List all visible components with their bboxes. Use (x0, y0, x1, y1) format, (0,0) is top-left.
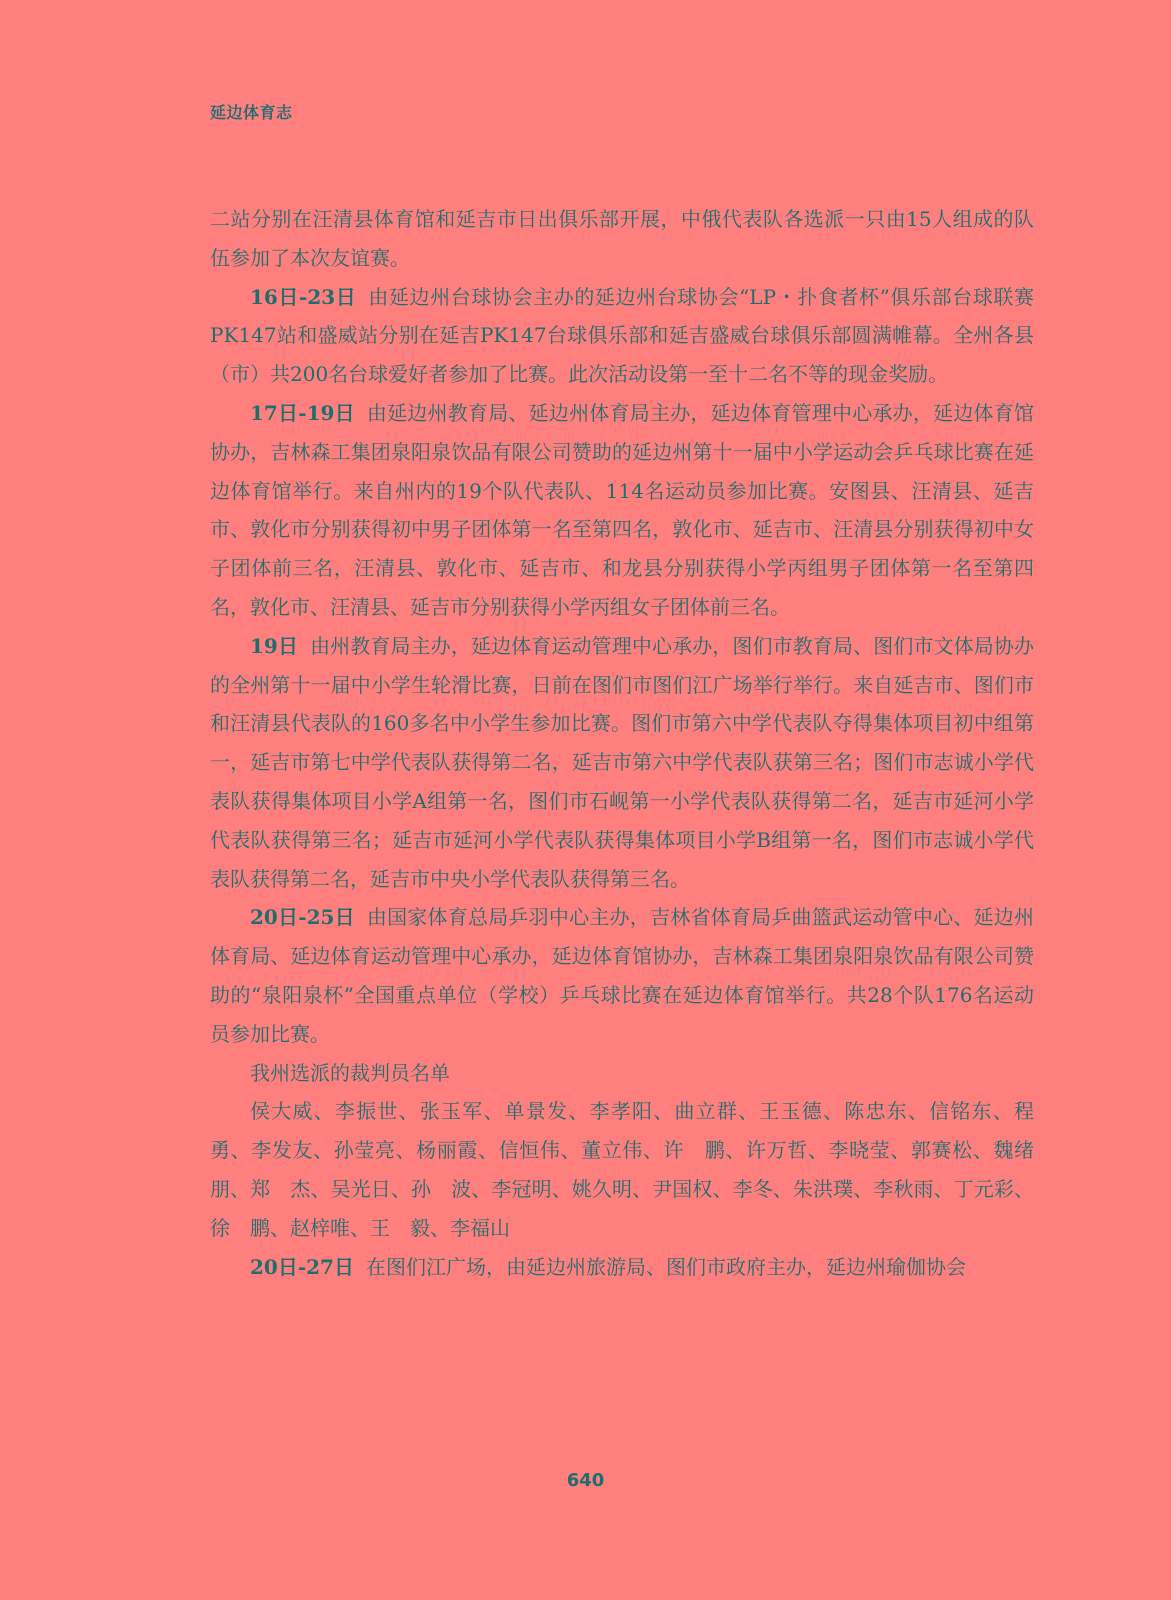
paragraph-date: 19日 (250, 633, 299, 658)
paragraph-date: 20日-27日 (250, 1254, 354, 1279)
body-text (210, 200, 1054, 1286)
paragraph-0 (210, 200, 1034, 278)
paragraph-text: 由国家体育总局乒羽中心主办，吉林省体育局乒曲篮武运动管中心、延边州体育局、延边体育运动管理中心承办，延边体育馆协办，吉林森工集团泉阳泉饮品有限公司赞助的“泉阳泉杯”全国重点单位（学校）乒乓球比赛在延边体育馆举行。共28个队176名运动员参加比赛。 (210, 905, 1034, 1046)
paragraph-text: 我州选派的裁判员名单 (250, 1060, 450, 1085)
paragraph-text: 在图们江广场，由延边州旅游局、图们市政府主办，延边州瑜伽协会 (365, 1254, 966, 1279)
paragraph-text: 二站分别在汪清县体育馆和延吉市日出俱乐部开展，中俄代表队各选派一只由15人组成的队伍参加了本次友谊赛。 (210, 207, 1034, 270)
paragraph-date: 20日-25日 (250, 905, 355, 930)
paragraph-text: 由延边州台球协会主办的延边州台球协会“LP・扑食者杯”俱乐部台球联赛PK147站和盛威站分别在延吉PK147台球俱乐部和延吉盛威台球俱乐部圆满帷幕。全州各县（市）共200名台球爱好者参加了比赛。此次活动设第一至十二名不等的现金奖励。 (210, 284, 1035, 387)
paragraph-4 (210, 898, 1034, 1053)
paragraph-2 (210, 394, 1034, 627)
paragraph-7 (210, 1248, 1034, 1287)
paragraph-5 (210, 1054, 1034, 1093)
page-number: 640 (566, 1470, 605, 1491)
paragraph-6 (210, 1092, 1054, 1247)
paragraph-text: 侯大威、李振世、张玉军、单景发、李孝阳、曲立群、王玉德、陈忠东、信铭东、程 勇、李发友、孙莹亮、杨丽霞、信恒伟、董立伟、许 鹏、许万哲、李晓莹、郭赛松、魏绪朋、郑 杰、吴光日、孙 波、李冠明、姚久明、尹国权、李冬、朱洪璞、李秋雨、丁元彩、徐 鹏、赵梓唯、王 毅、李福山 (210, 1099, 1054, 1240)
paragraph-text: 由延边州教育局、延边州体育局主办，延边体育管理中心承办，延边体育馆协办，吉林森工集团泉阳泉饮品有限公司赞助的延边州第十一届中小学运动会乒乓球比赛在延边体育馆举行。来自州内的19个队代表队、114名运动员参加比赛。安图县、汪清县、延吉市、敦化市分别获得初中男子团体第一名至第四名，敦化市、延吉市、汪清县分别获得初中女子团体前三名，汪清县、敦化市、延吉市、和龙县分别获得小学丙组男子团体第一名至第四名，敦化市、汪清县、延吉市分别获得小学丙组女子团体前三名。 (210, 400, 1034, 619)
paragraph-1 (210, 278, 1034, 394)
paragraph-date: 17日-19日 (250, 400, 355, 425)
paragraph-text: 由州教育局主办，延边体育运动管理中心承办，图们市教育局、图们市文体局协办的全州第十一届中小学生轮滑比赛，日前在图们市图们江广场举行举行。来自延吉市、图们市和汪清县代表队的160多名中小学生参加比赛。图们市第六中学代表队夺得集体项目初中组第一，延吉市第七中学代表队获得第二名，延吉市第六中学代表队获第三名；图们市志诚小学代表队获得集体项目小学A组第一名，图们市石岘第一小学代表队获得第二名，延吉市延河小学代表队获得第三名；延吉市延河小学代表队获得集体项目小学B组第一名，图们市志诚小学代表队获得第二名，延吉市中央小学代表队获得第三名。 (210, 633, 1034, 891)
paragraph-3 (210, 627, 1034, 899)
paragraph-date: 16日-23日 (250, 284, 357, 309)
running-header: 延边体育志 (210, 103, 293, 122)
